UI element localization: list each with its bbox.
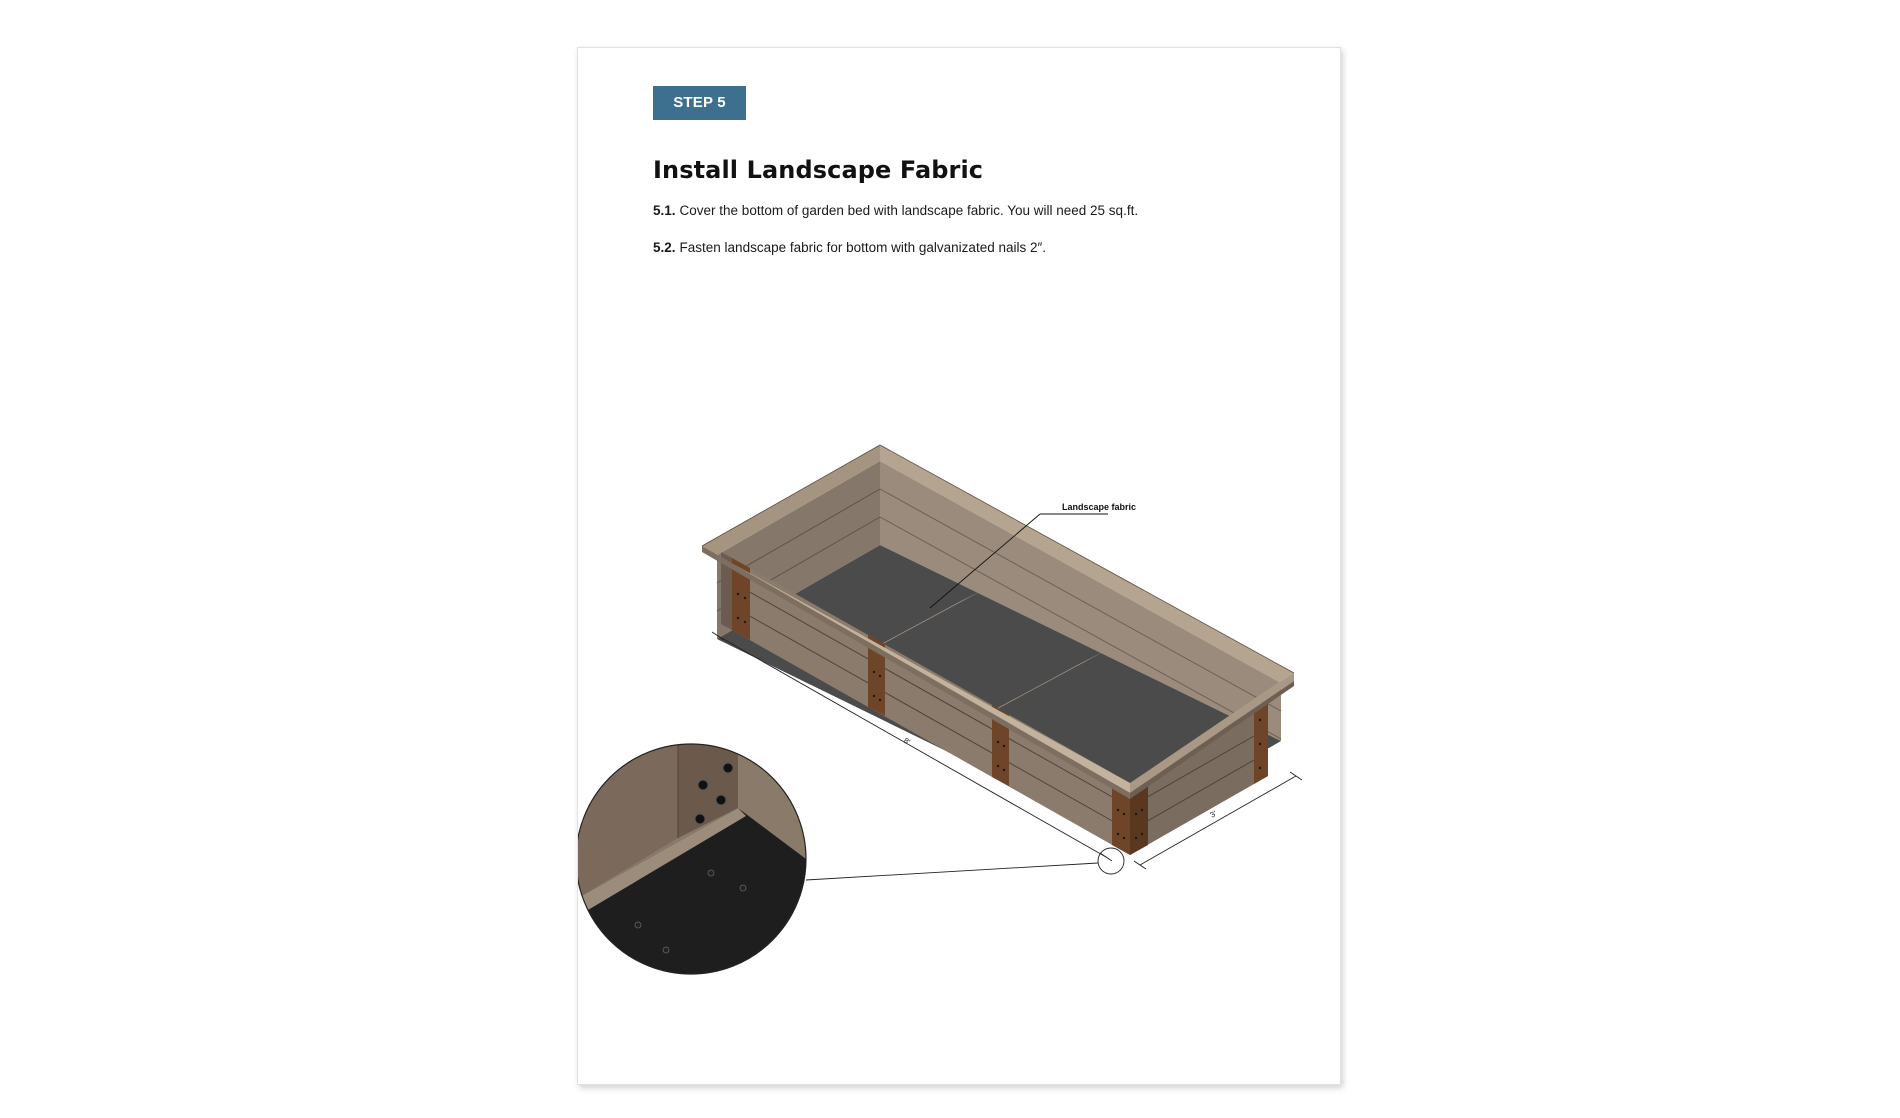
garden-bed-diagram (578, 48, 1342, 1086)
step-badge: STEP 5 (653, 86, 746, 120)
zoom-leader (806, 848, 1124, 880)
length-dimension-label: 8' (902, 735, 912, 747)
instruction-number: 5.2. (653, 240, 676, 255)
zoom-detail-circle (578, 738, 818, 978)
document-page (577, 47, 1341, 1085)
instruction-text: Cover the bottom of garden bed with landscape fabric. You will need 25 sq.ft. (679, 203, 1139, 218)
width-dimension-label: 3' (1208, 808, 1219, 820)
callout-label: Landscape fabric (1062, 502, 1137, 512)
page-title: Install Landscape Fabric (653, 156, 984, 184)
instruction-number: 5.1. (653, 203, 676, 218)
instruction-text: Fasten landscape fabric for bottom with galvanizated nails 2″. (679, 240, 1047, 255)
